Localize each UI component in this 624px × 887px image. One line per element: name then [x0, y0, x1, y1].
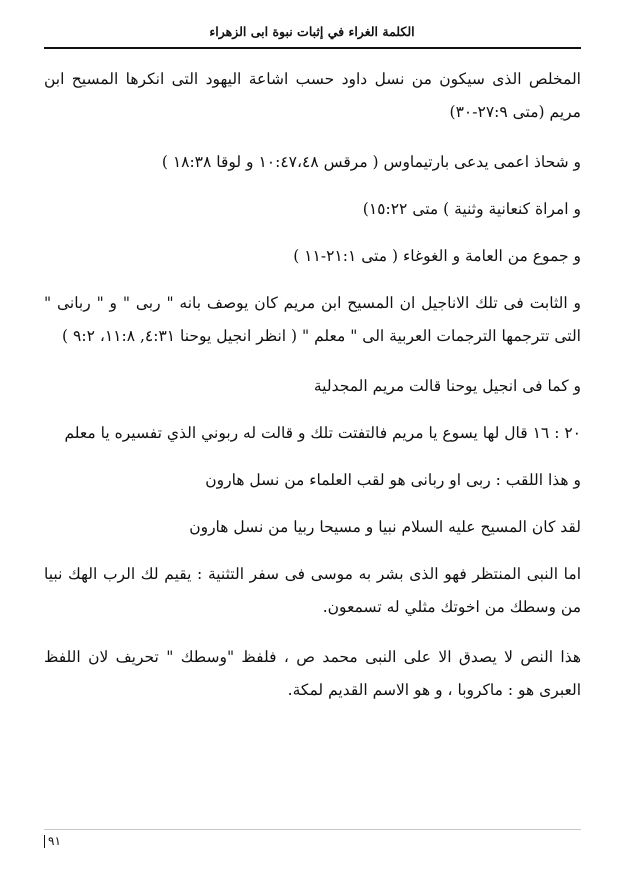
- paragraph-mary-magdalene: [44, 370, 581, 403]
- paragraph-line: و هذا اللقب : ربى او ربانى هو لقب العلماء من نسل هارون: [205, 471, 581, 489]
- paragraph-line: و الثابت فى تلك الاناجيل ان المسيح ابن مريم كان يوصف بانه " ربى " و " ربانى ": [44, 294, 581, 312]
- paragraph-line: و جموع من العامة و الغوغاء ( متى ٢١:١-١١ ): [293, 247, 581, 265]
- footer-rule: [44, 829, 581, 830]
- header-rule: [44, 47, 581, 49]
- paragraph-john-quote: [44, 417, 581, 450]
- paragraph-makroba: [44, 641, 581, 707]
- page-number: [44, 833, 61, 849]
- paragraph-bartimaeus: [44, 146, 581, 179]
- page-number-separator: [44, 835, 45, 848]
- running-header-title: الكلمة الغراء في إثبات نبوة ابى الزهراء: [209, 24, 415, 39]
- paragraph-line: ٢٠ : ١٦ قال لها يسوع يا مريم فالتفتت تلك و قالت له ربوني الذي تفسيره يا معلم: [64, 424, 581, 442]
- paragraph-aaron-lineage: [44, 511, 581, 544]
- page-number-value: ٩١: [48, 834, 61, 848]
- paragraph-canaanite-woman: [44, 193, 581, 226]
- paragraph-line: المخلص الذى سيكون من نسل داود حسب اشاعة اليهود التى انكرها المسيح ابن: [44, 70, 581, 88]
- paragraph-messiah-lineage: [44, 63, 581, 129]
- paragraph-line: اما النبى المنتظر فهو الذى بشر به موسى فى سفر التثنية : يقيم لك الرب الهك نبيا: [44, 565, 581, 583]
- paragraph-crowds: [44, 240, 581, 273]
- body-text: [44, 63, 581, 724]
- paragraph-line: من وسطك من اخوتك مثلي له تسمعون.: [322, 598, 581, 616]
- paragraph-rabbi-title: [44, 287, 581, 353]
- paragraph-line: و كما فى انجيل يوحنا قالت مريم المجدلية: [313, 377, 581, 395]
- paragraph-title-meaning: [44, 464, 581, 497]
- paragraph-line: و شحاذ اعمى يدعى بارتيماوس ( مرقس ١٠:٤٧،٤٨ و لوقا ١٨:٣٨ ): [161, 153, 581, 171]
- paragraph-line: هذا النص لا يصدق الا على النبى محمد ص ، فلفظ "وسطك " تحريف لان اللفظ: [44, 648, 581, 666]
- paragraph-line: العبرى هو : ماكروبا ، و هو الاسم القديم لمكة.: [287, 681, 581, 699]
- paragraph-line: و امراة كنعانية وثنية ) متى ١٥:٢٢): [362, 200, 581, 218]
- paragraph-line: التى تترجمها الترجمات العربية الى " معلم " ( انظر انجيل يوحنا ٤:٣١, ١١:٨، ٩:٢ ): [62, 327, 581, 345]
- paragraph-line: لقد كان المسيح عليه السلام نبيا و مسيحا ربيا من نسل هارون: [189, 518, 581, 536]
- paragraph-deuteronomy: [44, 558, 581, 624]
- paragraph-line: مريم (متى ٢٧:٩-٣٠): [449, 103, 581, 121]
